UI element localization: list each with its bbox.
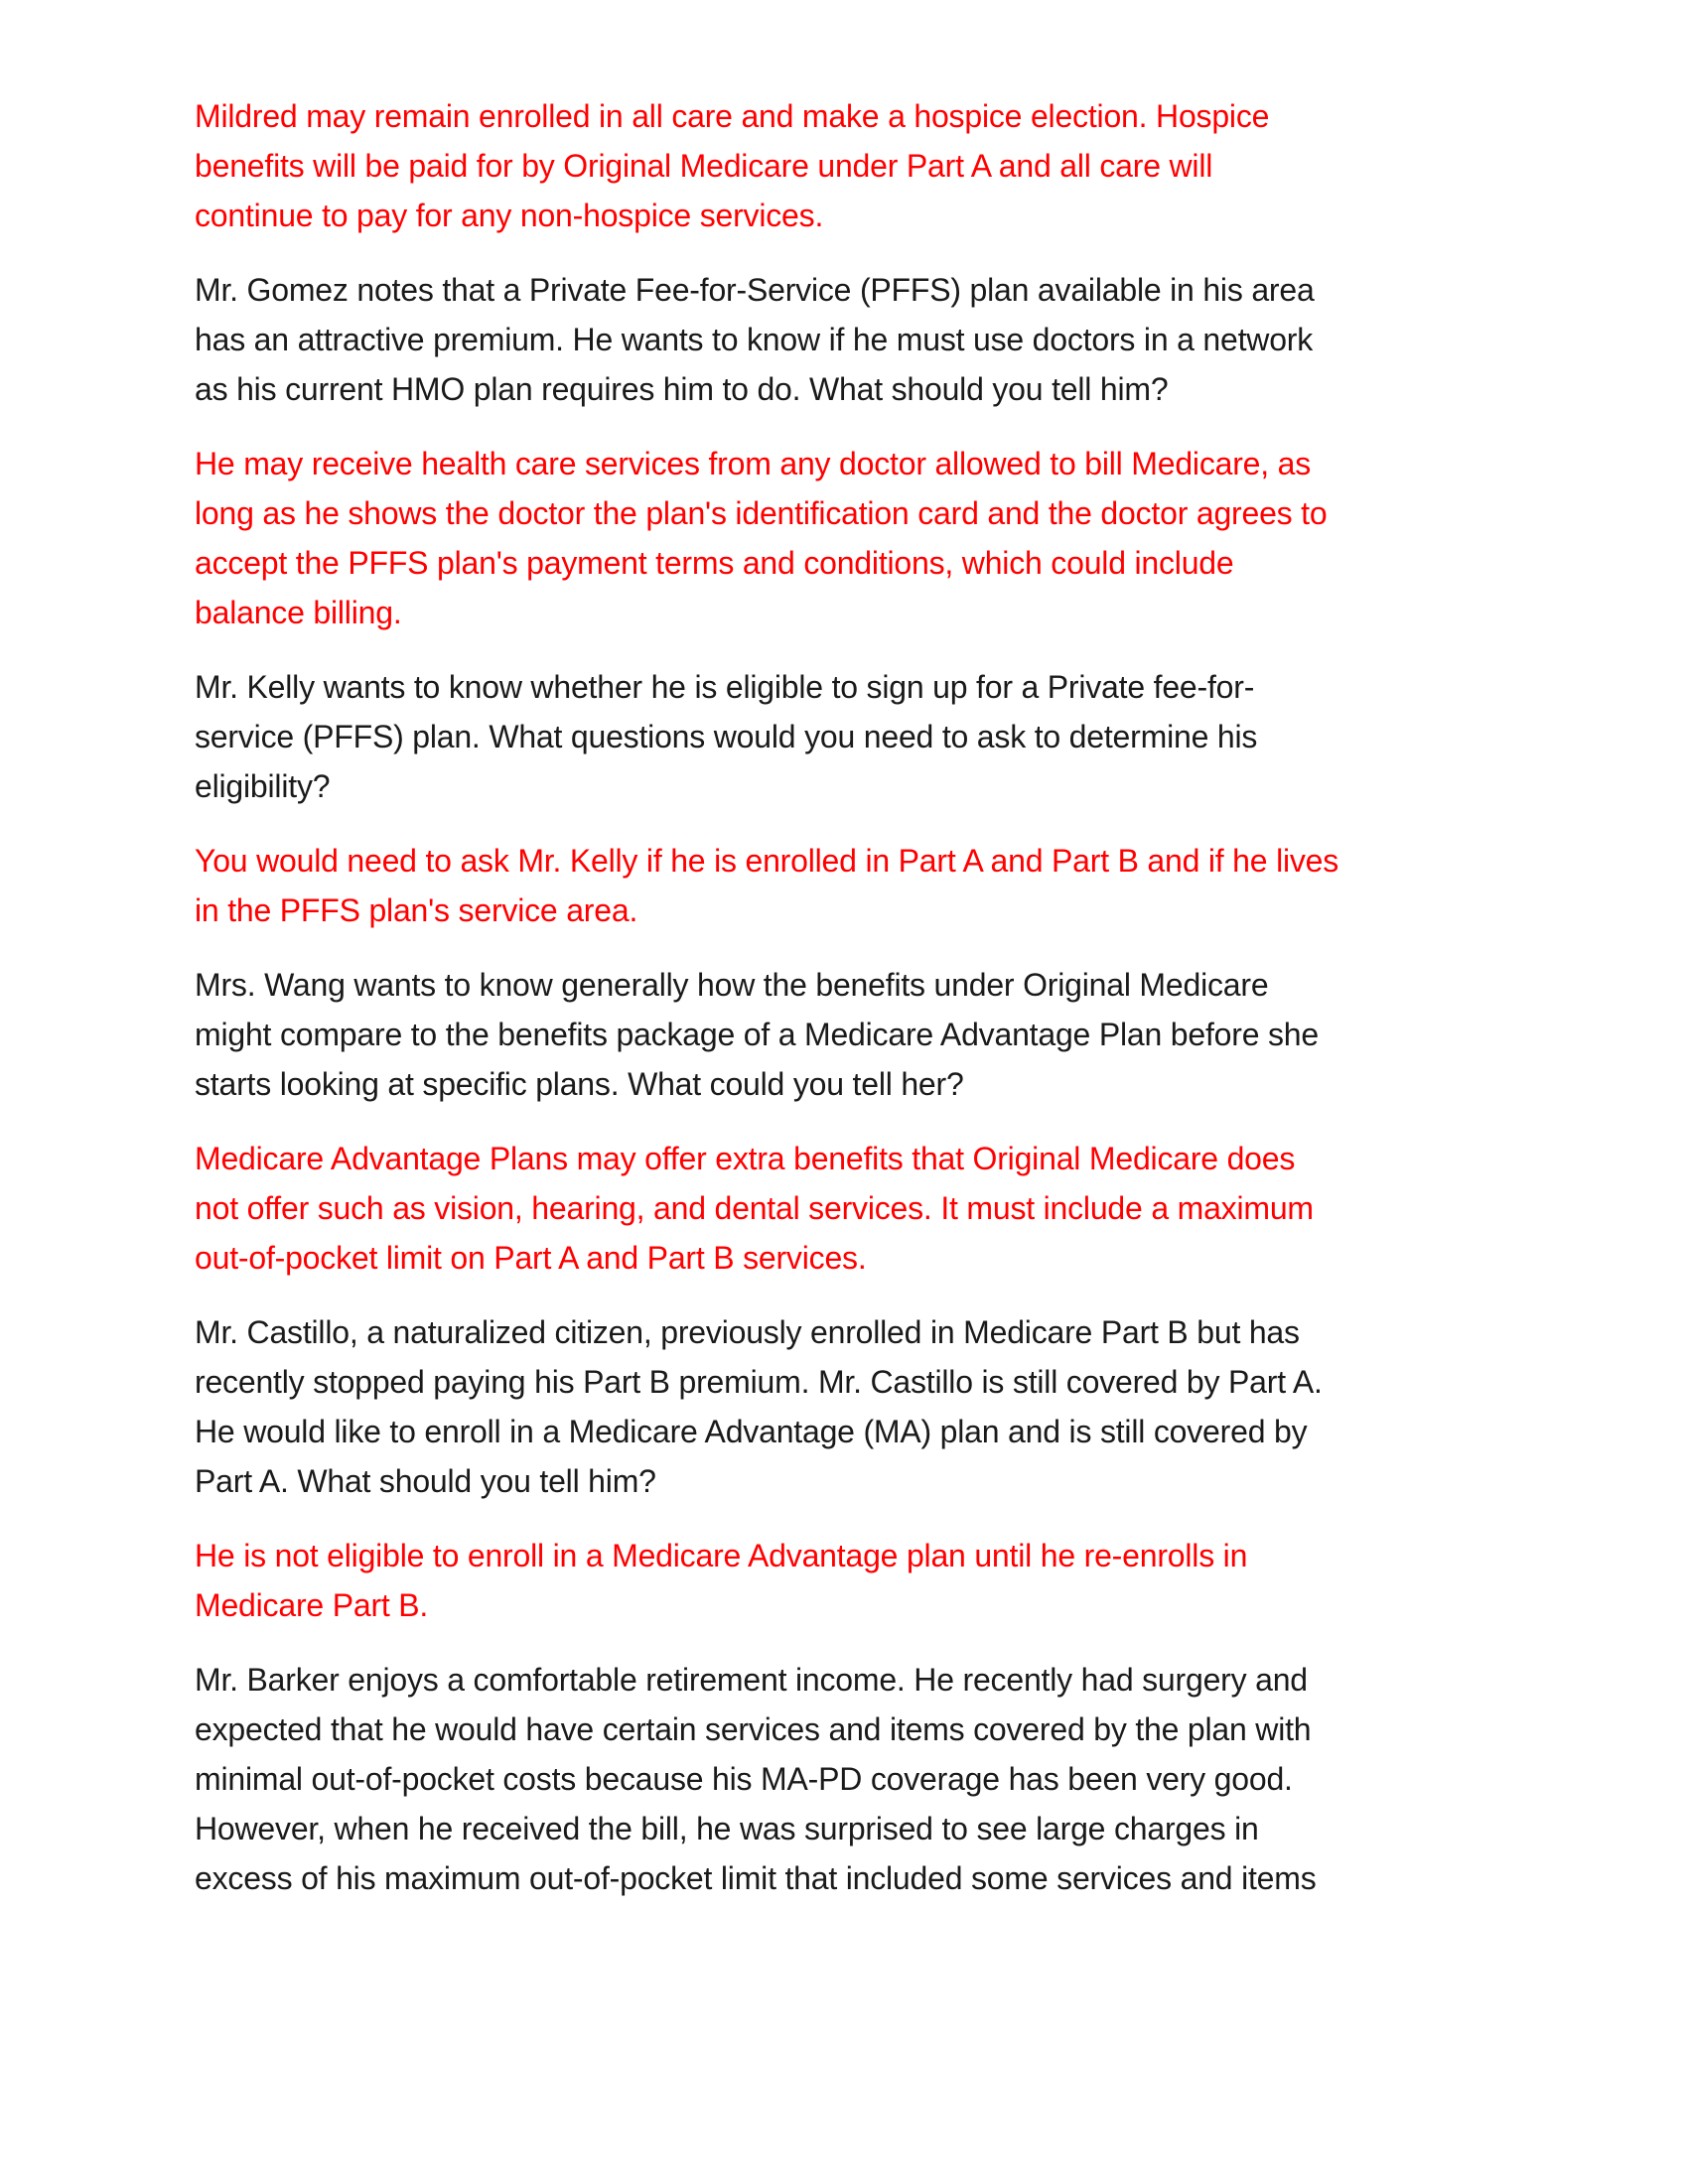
answer-paragraph <box>195 439 1519 637</box>
text-line: starts looking at specific plans. What could you tell her? <box>195 1066 964 1102</box>
text-line: excess of his maximum out-of-pocket limit that included some services and items <box>195 1860 1317 1896</box>
text-line: Mr. Kelly wants to know whether he is eligible to sign up for a Private fee-for- <box>195 669 1255 705</box>
question-paragraph <box>195 662 1519 811</box>
text-line: might compare to the benefits package of a Medicare Advantage Plan before she <box>195 1017 1319 1052</box>
answer-paragraph <box>195 1531 1519 1630</box>
text-line: benefits will be paid for by Original Medicare under Part A and all care will <box>195 148 1213 184</box>
text-line: long as he shows the doctor the plan's identification card and the doctor agrees to <box>195 495 1328 531</box>
text-line: eligibility? <box>195 768 331 804</box>
text-line: Mrs. Wang wants to know generally how the benefits under Original Medicare <box>195 967 1269 1003</box>
text-line: Mildred may remain enrolled in all care and make a hospice election. Hospice <box>195 98 1270 134</box>
answer-paragraph <box>195 91 1519 240</box>
text-line: He would like to enroll in a Medicare Advantage (MA) plan and is still covered by <box>195 1414 1308 1449</box>
text-line: in the PFFS plan's service area. <box>195 892 638 928</box>
text-line: Medicare Advantage Plans may offer extra benefits that Original Medicare does <box>195 1141 1296 1176</box>
text-line: out-of-pocket limit on Part A and Part B services. <box>195 1240 867 1276</box>
text-line: balance billing. <box>195 595 402 630</box>
question-paragraph <box>195 1655 1519 1903</box>
text-line: He is not eligible to enroll in a Medicare Advantage plan until he re-enrolls in <box>195 1538 1248 1573</box>
answer-paragraph <box>195 1134 1519 1283</box>
text-line: He may receive health care services from any doctor allowed to bill Medicare, as <box>195 446 1312 481</box>
text-line: Mr. Gomez notes that a Private Fee-for-Service (PFFS) plan available in his area <box>195 272 1315 308</box>
text-line: Mr. Castillo, a naturalized citizen, previously enrolled in Medicare Part B but has <box>195 1314 1300 1350</box>
answer-paragraph <box>195 836 1519 935</box>
text-line: as his current HMO plan requires him to do. What should you tell him? <box>195 371 1169 407</box>
text-line: Medicare Part B. <box>195 1587 429 1623</box>
text-line: However, when he received the bill, he was surprised to see large charges in <box>195 1811 1259 1846</box>
text-line: Part A. What should you tell him? <box>195 1463 656 1499</box>
text-line: not offer such as vision, hearing, and dental services. It must include a maximum <box>195 1190 1314 1226</box>
text-line: Mr. Barker enjoys a comfortable retirement income. He recently had surgery and <box>195 1662 1308 1698</box>
text-line: service (PFFS) plan. What questions would you need to ask to determine his <box>195 719 1258 754</box>
text-line: You would need to ask Mr. Kelly if he is enrolled in Part A and Part B and if he lives <box>195 843 1339 879</box>
question-paragraph <box>195 265 1519 414</box>
text-line: has an attractive premium. He wants to know if he must use doctors in a network <box>195 322 1314 357</box>
question-paragraph <box>195 960 1519 1109</box>
text-line: accept the PFFS plan's payment terms and conditions, which could include <box>195 545 1234 581</box>
text-line: expected that he would have certain services and items covered by the plan with <box>195 1711 1312 1747</box>
question-paragraph <box>195 1307 1519 1506</box>
text-line: recently stopped paying his Part B premium. Mr. Castillo is still covered by Part A. <box>195 1364 1323 1400</box>
text-line: minimal out-of-pocket costs because his MA-PD coverage has been very good. <box>195 1761 1293 1797</box>
text-line: continue to pay for any non-hospice services. <box>195 198 824 233</box>
